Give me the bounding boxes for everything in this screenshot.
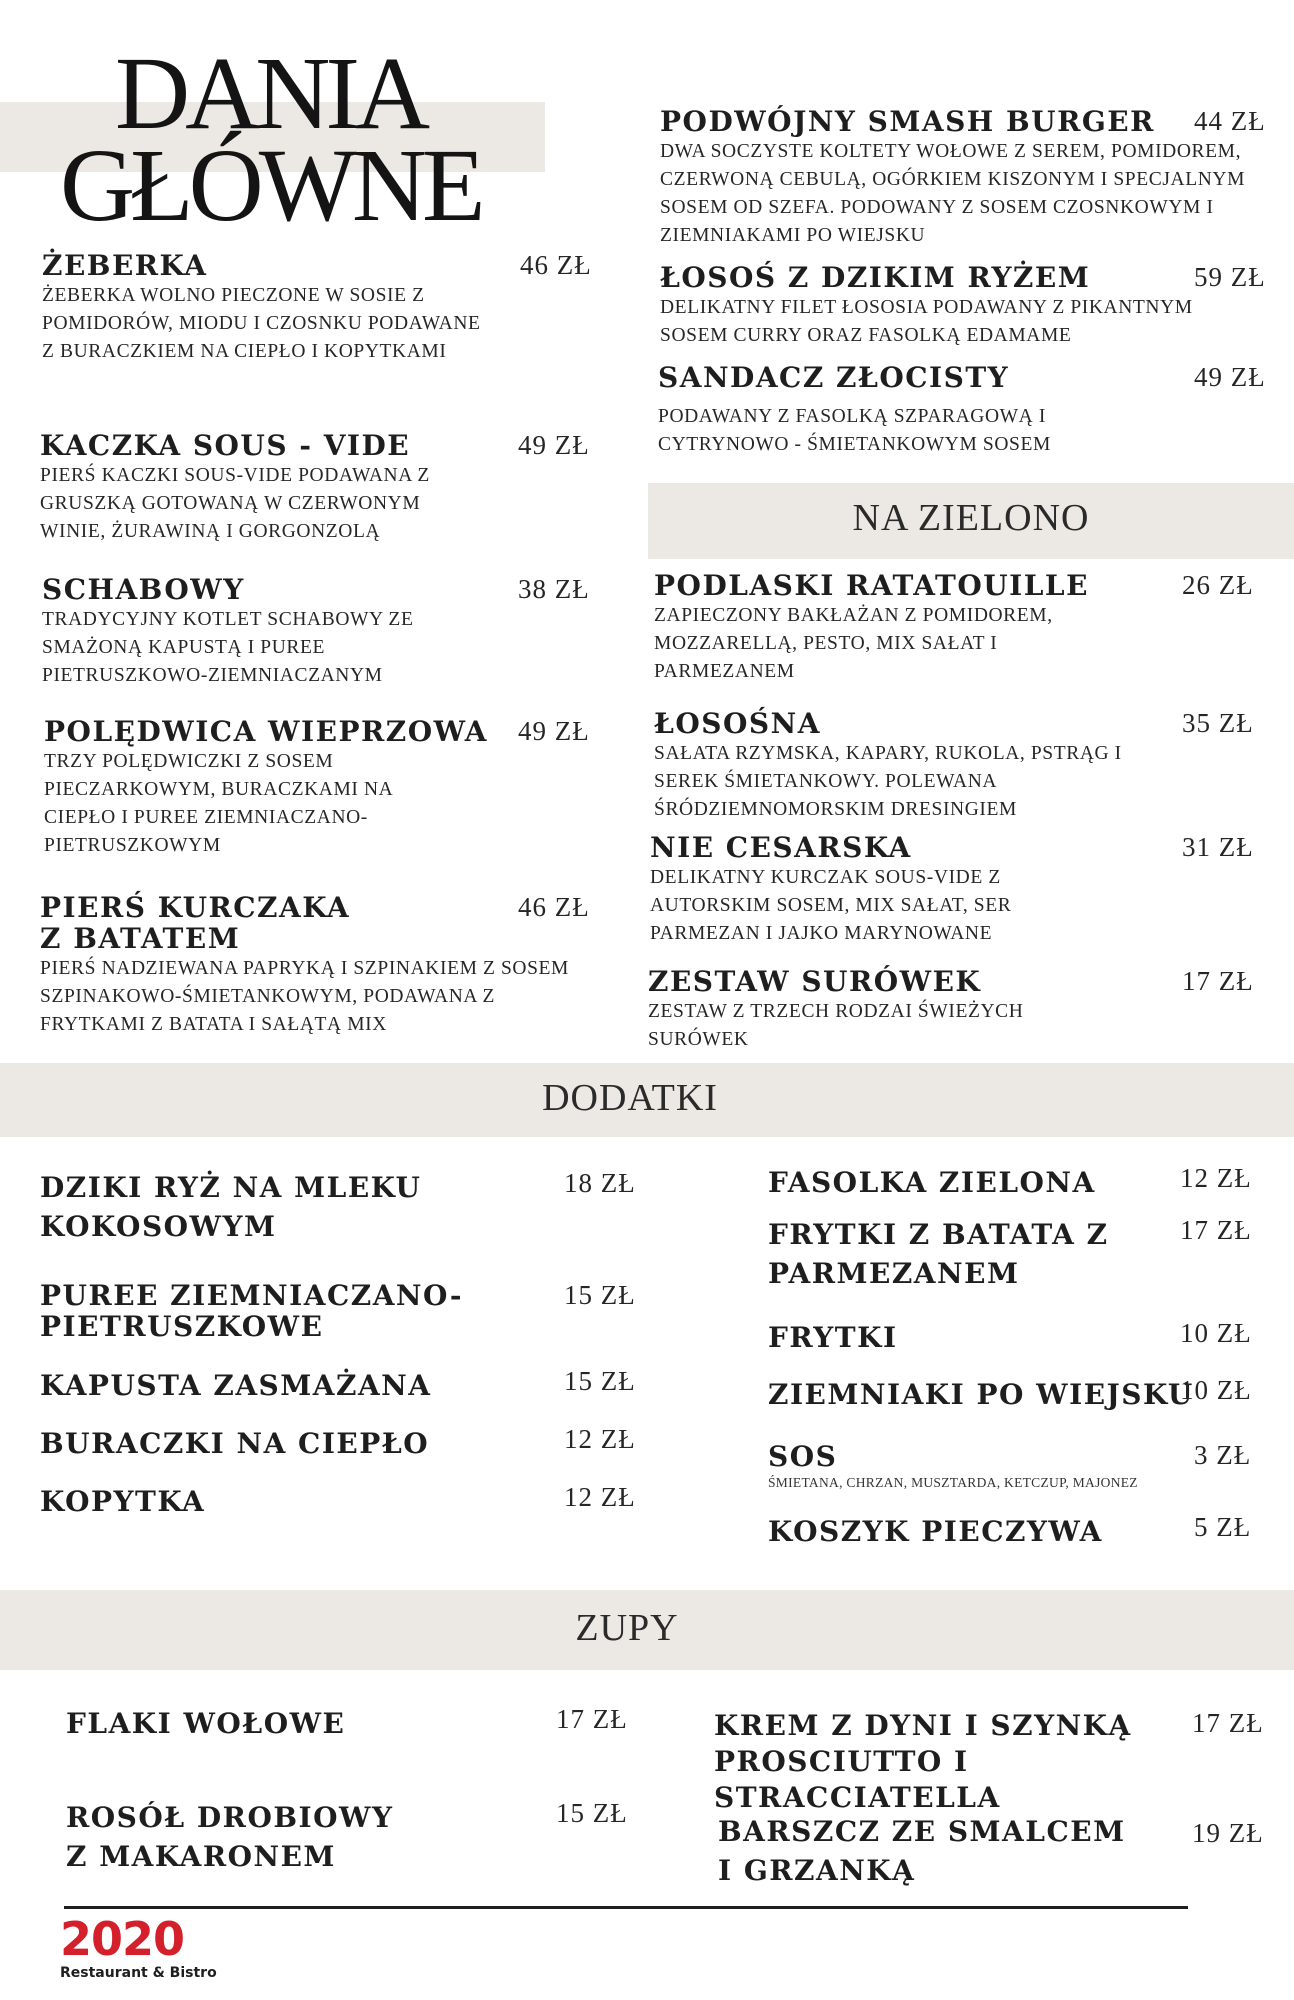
side-item	[40, 1482, 640, 1521]
item-price: 15 ZŁ	[564, 1280, 636, 1310]
section-band-sides	[0, 1063, 1294, 1137]
menu-item	[660, 106, 1270, 250]
item-description: ZAPIECZONY BAKŁAŻAN Z POMIDOREM, MOZZARELLĄ, PESTO, MIX SAŁAT I PARMEZANEM	[654, 605, 1053, 682]
section-title: ZUPY	[575, 1607, 679, 1649]
item-name: ZIEMNIAKI PO WIEJSKU	[768, 1378, 1194, 1411]
item-name: KOPYTKA	[40, 1485, 206, 1518]
item-name: BURACZKI NA CIEPŁO	[40, 1427, 430, 1460]
logo-mark: 2020	[60, 1912, 185, 1966]
item-description: PODAWANY Z FASOLKĄ SZPARAGOWĄ I CYTRYNOWO - ŚMIETANKOWYM SOSEM	[658, 406, 1051, 455]
side-item	[40, 1168, 640, 1246]
item-name: KAPUSTA ZASMAŻANA	[40, 1369, 432, 1402]
item-name: FASOLKA ZIELONA	[768, 1166, 1096, 1199]
item-price: 17 ZŁ	[1182, 966, 1254, 996]
item-price: 12 ZŁ	[564, 1482, 636, 1512]
item-name: PUREE ZIEMNIACZANO-PIETRUSZKOWE	[40, 1279, 464, 1343]
item-price: 49 ZŁ	[1194, 362, 1266, 392]
menu-item	[44, 716, 632, 860]
item-price: 49 ZŁ	[518, 430, 590, 460]
item-description: DELIKATNY KURCZAK SOUS-VIDE Z AUTORSKIM SOSEM, MIX SAŁAT, SER PARMEZAN I JAJKO MARYNOWANE	[650, 867, 1012, 944]
item-name: NIE CESARSKA	[650, 831, 912, 864]
section-title: NA ZIELONO	[852, 497, 1090, 539]
item-name: PIERŚ KURCZAKA Z BATATEM	[40, 891, 351, 955]
item-price: 49 ZŁ	[518, 716, 590, 746]
item-name: DZIKI RYŻ NA MLEKU KOKOSOWYM	[40, 1171, 422, 1243]
item-name: KACZKA SOUS - VIDE	[40, 429, 411, 462]
section-title: DODATKI	[542, 1077, 718, 1119]
section-band-green	[648, 483, 1294, 559]
menu-item	[658, 362, 1270, 459]
section-band-soups	[0, 1590, 1294, 1670]
menu-item	[40, 430, 632, 546]
item-price: 10 ZŁ	[1180, 1375, 1252, 1405]
item-description: ŻEBERKA WOLNO PIECZONE W SOSIE Z POMIDORÓW, MIODU I CZOSNKU PODAWANE Z BURACZKIEM NA CIEPŁO I KOPYTKAMI	[42, 285, 481, 362]
item-name: ŁOSOŚ Z DZIKIM RYŻEM	[660, 261, 1091, 294]
item-note: ŚMIETANA, CHRZAN, MUSZTARDA, KETCZUP, MAJONEZ	[768, 1475, 1138, 1490]
menu-item	[42, 574, 632, 690]
side-item	[40, 1366, 640, 1405]
item-price: 31 ZŁ	[1182, 832, 1254, 862]
side-item	[40, 1280, 640, 1342]
title-line-2: GŁÓWNE	[60, 128, 481, 243]
item-price: 3 ZŁ	[1194, 1440, 1252, 1470]
menu-item	[42, 250, 632, 366]
menu-item	[40, 892, 632, 1039]
item-description: DWA SOCZYSTE KOLTETY WOŁOWE Z SEREM, POMIDOREM, CZERWONĄ CEBULĄ, OGÓRKIEM KISZONYM I SPECJALNYM SOSEM OD SZEFA. PODOWANY Z SOSEM CZOSNKOWYM I ZIEMNIAKAMI PO WIEJSKU	[660, 141, 1246, 246]
footer-divider	[64, 1906, 1188, 1909]
side-item	[768, 1375, 1268, 1414]
item-name: FRYTKI Z BATATA Z PARMEZANEM	[768, 1218, 1109, 1290]
menu-item	[660, 262, 1270, 350]
item-description: ZESTAW Z TRZECH RODZAI ŚWIEŻYCH SURÓWEK	[648, 1001, 1024, 1050]
side-item	[768, 1440, 1268, 1491]
item-name: POLĘDWICA WIEPRZOWA	[44, 715, 488, 748]
item-price: 46 ZŁ	[518, 892, 590, 922]
item-description: TRZY POLĘDWICZKI Z SOSEM PIECZARKOWYM, BURACZKAMI NA CIEPŁO I PUREE ZIEMNIACZANO-PIETRUSZKOWYM	[44, 751, 393, 856]
item-price: 17 ZŁ	[1180, 1215, 1252, 1245]
item-price: 5 ZŁ	[1194, 1512, 1252, 1542]
item-name: SANDACZ ZŁOCISTY	[658, 361, 1010, 394]
item-price: 44 ZŁ	[1194, 106, 1266, 136]
page-title	[60, 36, 481, 243]
item-name: BARSZCZ ZE SMALCEM I GRZANKĄ	[718, 1815, 1126, 1887]
item-price: 12 ZŁ	[1180, 1163, 1252, 1193]
item-name: SCHABOWY	[42, 573, 245, 606]
item-name: KREM Z DYNI I SZYNKĄ PROSCIUTTO I STRACCIATELLA	[714, 1709, 1132, 1814]
item-name: PODLASKI RATATOUILLE	[654, 569, 1089, 602]
logo-subtitle: Restaurant & Bistro	[60, 1965, 217, 1981]
soup-item	[718, 1812, 1274, 1890]
item-description: PIERŚ NADZIEWANA PAPRYKĄ I SZPINAKIEM Z SOSEM SZPINAKOWO-ŚMIETANKOWYM, PODAWANA Z FRYTKAMI Z BATATA I SAŁĄTĄ MIX	[40, 958, 570, 1035]
item-name: KOSZYK PIECZYWA	[768, 1515, 1103, 1548]
item-price: 12 ZŁ	[564, 1424, 636, 1454]
side-item	[768, 1512, 1268, 1551]
soup-item	[714, 1708, 1274, 1816]
item-name: FRYTKI	[768, 1321, 898, 1354]
item-name: ROSÓŁ DROBIOWY Z MAKARONEM	[66, 1801, 394, 1873]
item-description: PIERŚ KACZKI SOUS-VIDE PODAWANA Z GRUSZKĄ GOTOWANĄ W CZERWONYM WINIE, ŻURAWINĄ I GORGONZOLĄ	[40, 465, 430, 542]
item-price: 15 ZŁ	[564, 1366, 636, 1396]
soup-item	[66, 1704, 646, 1743]
item-price: 19 ZŁ	[1192, 1818, 1264, 1848]
item-price: 59 ZŁ	[1194, 262, 1266, 292]
side-item	[768, 1215, 1268, 1293]
item-name: ŻEBERKA	[42, 249, 208, 282]
item-price: 46 ZŁ	[520, 250, 592, 280]
item-description: TRADYCYJNY KOTLET SCHABOWY ZE SMAŻONĄ KAPUSTĄ I PUREE PIETRUSZKOWO-ZIEMNIACZANYM	[42, 609, 414, 686]
item-price: 38 ZŁ	[518, 574, 590, 604]
item-name: ZESTAW SURÓWEK	[648, 965, 982, 998]
item-description: SAŁATA RZYMSKA, KAPARY, RUKOLA, PSTRĄG I SEREK ŚMIETANKOWY. POLEWANA ŚRÓDZIEMNOMORSKIM DRESINGIEM	[654, 743, 1122, 820]
item-price: 17 ZŁ	[1192, 1708, 1264, 1738]
item-description: DELIKATNY FILET ŁOSOSIA PODAWANY Z PIKANTNYM SOSEM CURRY ORAZ FASOLKĄ EDAMAME	[660, 297, 1193, 346]
item-name: SOS	[768, 1440, 838, 1473]
item-price: 17 ZŁ	[556, 1704, 628, 1734]
soup-item	[66, 1798, 646, 1876]
menu-item	[654, 708, 1270, 824]
item-price: 26 ZŁ	[1182, 570, 1254, 600]
item-name: FLAKI WOŁOWE	[66, 1707, 346, 1740]
side-item	[768, 1163, 1268, 1202]
menu-item	[648, 966, 1270, 1054]
item-price: 15 ZŁ	[556, 1798, 628, 1828]
item-price: 35 ZŁ	[1182, 708, 1254, 738]
side-item	[768, 1318, 1268, 1357]
menu-item	[650, 832, 1270, 948]
item-name: PODWÓJNY SMASH BURGER	[660, 105, 1155, 138]
item-price: 10 ZŁ	[1180, 1318, 1252, 1348]
item-price: 18 ZŁ	[564, 1168, 636, 1198]
logo	[60, 1914, 260, 1986]
title-line-1: DANIA	[115, 36, 426, 151]
side-item	[40, 1424, 640, 1463]
menu-item	[654, 570, 1270, 686]
item-name: ŁOSOŚNA	[654, 707, 821, 740]
